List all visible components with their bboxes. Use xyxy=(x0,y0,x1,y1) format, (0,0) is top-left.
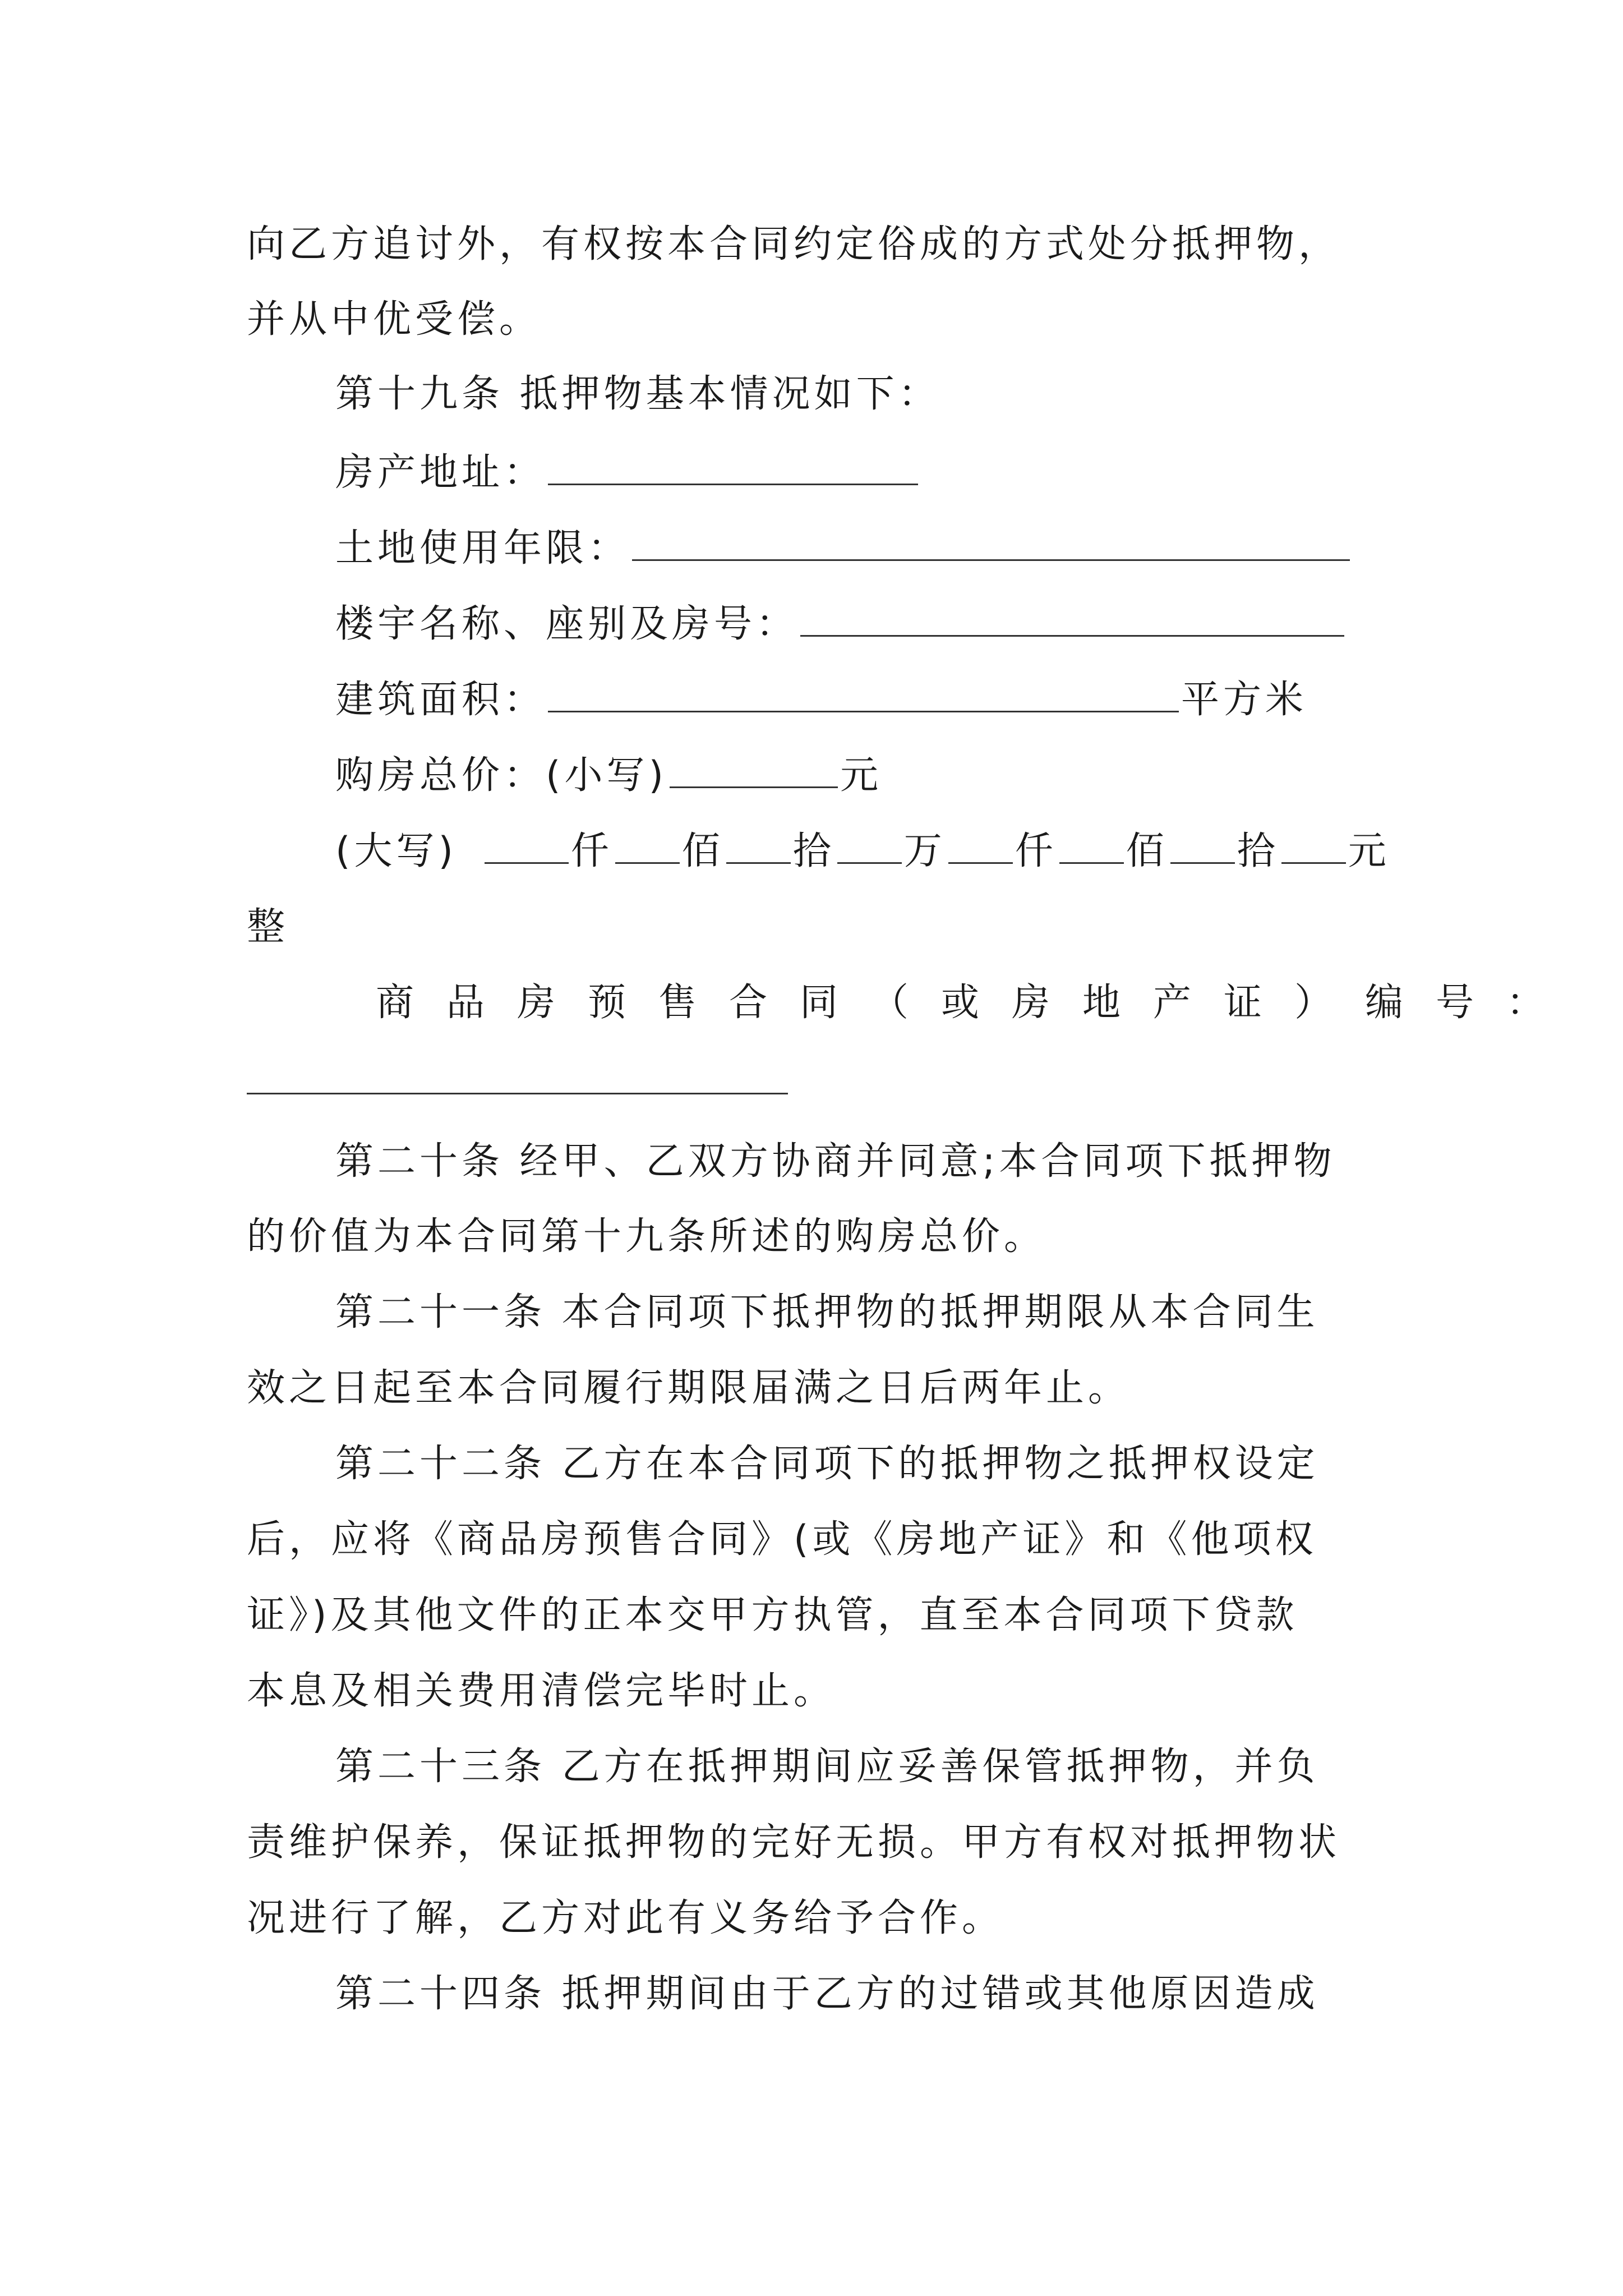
area-field xyxy=(335,673,1307,727)
price-in-words-field xyxy=(335,825,1390,878)
price-blank xyxy=(670,754,838,788)
unit-wan: 万 xyxy=(903,829,946,873)
unit-qian: 仟 xyxy=(570,829,613,873)
blank xyxy=(1281,830,1346,864)
article-20: 第二十条 经甲、乙双方协商并同意;本合同项下抵押物 xyxy=(335,1139,1336,1184)
area-unit: 平方米 xyxy=(1181,678,1308,722)
daxie-label: (大写) xyxy=(335,829,458,873)
article-19-heading: 第十九条 抵押物基本情况如下： xyxy=(335,372,940,416)
contract-number-blank xyxy=(247,1093,788,1094)
blank xyxy=(726,830,791,864)
text-line: 的价值为本合同第十九条所述的购房总价。 xyxy=(247,1214,1046,1259)
text-line: 并从中优受偿。 xyxy=(247,297,542,342)
blank xyxy=(1170,830,1235,864)
text-line: 整 xyxy=(247,905,289,949)
text-line: 向乙方追讨外，有权按本合同约定俗成的方式处分抵押物， xyxy=(247,222,1341,266)
blank xyxy=(615,830,680,864)
text-line: 后，应将《商品房预售合同》(或《房地产证》和《他项权 xyxy=(247,1517,1317,1562)
text-line: 效之日起至本合同履行期限届满之日后两年止。 xyxy=(247,1366,1131,1410)
building-field xyxy=(335,597,1347,651)
address-label: 房产地址： xyxy=(335,450,546,495)
price-label: 购房总价：(小写) xyxy=(335,753,668,798)
unit-bai: 佰 xyxy=(1126,829,1168,873)
article-24: 第二十四条 抵押期间由于乙方的过错或其他原因造成 xyxy=(335,1972,1319,2016)
address-field xyxy=(335,446,920,500)
building-blank xyxy=(800,602,1344,637)
unit-shi: 拾 xyxy=(1237,829,1279,873)
unit-bai: 佰 xyxy=(681,829,724,873)
land-term-field xyxy=(335,522,1352,576)
contract-number-label: 商品房预售合同（或房地产证）编号： xyxy=(376,981,1578,1025)
text-line: 证》)及其他文件的正本交甲方执管，直至本合同项下贷款 xyxy=(247,1593,1298,1637)
unit-shi: 拾 xyxy=(792,829,835,873)
text-line: 责维护保养，保证抵押物的完好无损。甲方有权对抵押物状 xyxy=(247,1820,1341,1865)
blank xyxy=(485,830,569,864)
article-22: 第二十二条 乙方在本合同项下的抵押物之抵押权设定 xyxy=(335,1442,1319,1486)
article-23: 第二十三条 乙方在抵押期间应妥善保管抵押物，并负 xyxy=(335,1745,1319,1789)
area-blank xyxy=(548,678,1179,712)
unit-qian: 仟 xyxy=(1015,829,1057,873)
text-line: 况进行了解，乙方对此有义务给予合作。 xyxy=(247,1896,1004,1940)
text-line: 本息及相关费用清偿完毕时止。 xyxy=(247,1669,836,1713)
blank xyxy=(837,830,902,864)
land-term-label: 土地使用年限： xyxy=(335,526,630,570)
price-unit: 元 xyxy=(840,753,883,798)
article-21: 第二十一条 本合同项下抵押物的抵押期限从本合同生 xyxy=(335,1290,1319,1335)
unit-yuan: 元 xyxy=(1348,829,1390,873)
area-label: 建筑面积： xyxy=(335,678,546,722)
blank xyxy=(948,830,1013,864)
land-term-blank xyxy=(632,527,1350,561)
building-label: 楼宇名称、座别及房号： xyxy=(335,602,799,646)
price-field xyxy=(335,749,882,803)
blank xyxy=(1059,830,1124,864)
address-blank xyxy=(548,451,918,485)
